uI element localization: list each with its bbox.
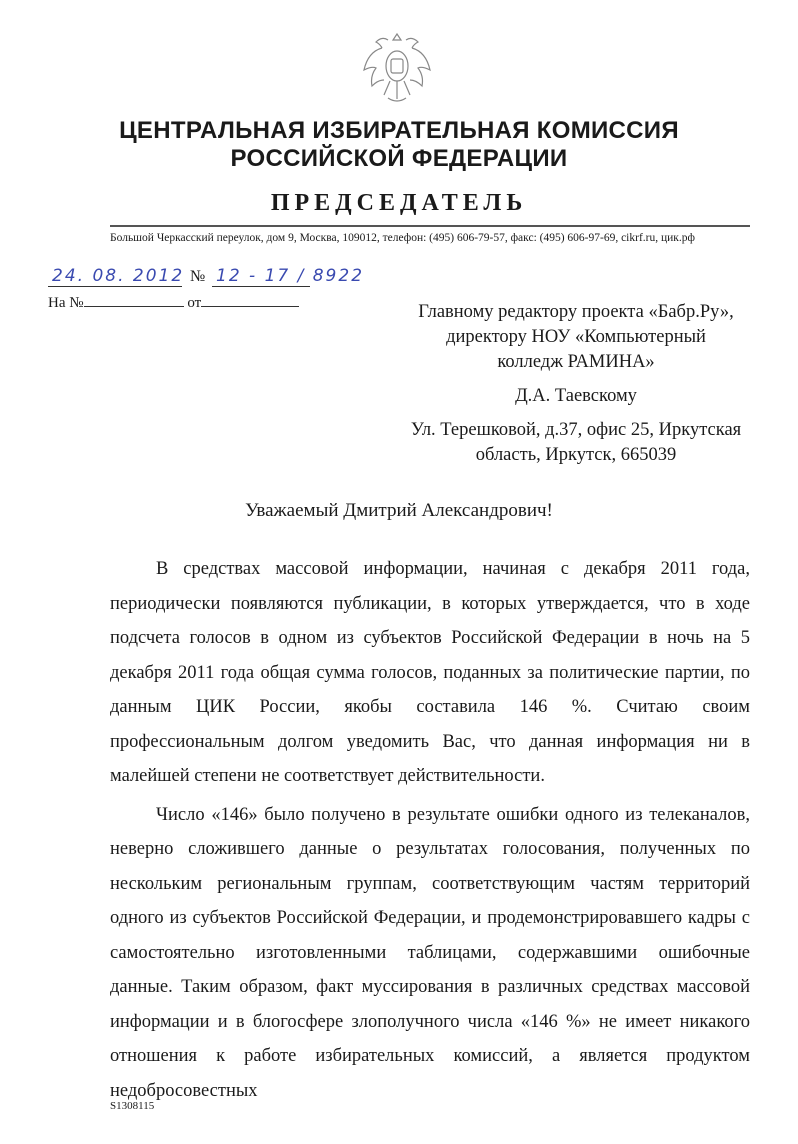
organization-name-line2: РОССИЙСКОЙ ФЕДЕРАЦИИ	[230, 145, 568, 172]
paragraph: Число «146» было получено в результате ошибки одного из телеканалов, неверно сложившего данные о результатах голосования, полученных по нескольким региональным группам, соответствующим частям территорий одного из субъектов Российской Федерации, и продемонстрировавшего кадры с самостоятельно изготовленными таблицами, содержавшими ошибочные данные. Таким образом, факт муссирования в различных средствах массовой информации и в блогосфере злополучного числа «146 %» не имеет никакого отношения к работе избирательных комиссий, а является продуктом недобросовестных	[110, 804, 750, 1101]
reference-row	[48, 294, 299, 312]
number-underline	[212, 286, 310, 287]
recipient-address-line: область, Иркутск, 665039	[475, 445, 677, 465]
from-blank	[201, 294, 299, 307]
paragraph: В средствах массовой информации, начиная с декабря 2011 года, периодически появляются публикации, в которых утверждается, что в ходе подсчета голосов в одном из субъектов Российской Федерации в ночь на 5 декабря 2011 года общая сумма голосов, поданных за политические партии, по данным ЦИК России, якобы составила 146 %. Считаю своим профессиональным долгом уведомить Вас, что данная информация ни в малейшей степени не соответствует действительности.	[110, 559, 750, 786]
recipient-address-line: Ул. Терешковой, д.37, офис 25, Иркутская	[410, 420, 742, 440]
reference-label: На №	[48, 295, 84, 311]
reference-blank	[84, 294, 184, 307]
registration-number: 12 - 17 / 8922	[216, 266, 365, 286]
position-title: ПРЕДСЕДАТЕЛЬ	[270, 190, 528, 216]
double-headed-eagle-icon	[358, 26, 436, 106]
date-underline	[48, 286, 182, 287]
recipient-line: Главному редактору проекта «Бабр.Ру»,	[418, 302, 734, 322]
letter-body	[110, 552, 750, 1108]
salutation: Уважаемый Дмитрий Александрович!	[245, 500, 553, 521]
organization-address: Большой Черкасский переулок, дом 9, Москва, 109012, телефон: (495) 606-79-57, факс: (495) 606-97-69, cikrf.ru, цик.рф	[110, 232, 695, 244]
recipient-line: колледж РАМИНА»	[497, 352, 655, 372]
organization-name-line1: ЦЕНТРАЛЬНАЯ ИЗБИРАТЕЛЬНАЯ КОМИССИЯ	[119, 117, 679, 144]
recipient-name: Д.А. Таевскому	[515, 386, 637, 406]
from-label: от	[187, 295, 202, 311]
registration-number-label: №	[190, 268, 206, 285]
header-divider	[110, 225, 750, 227]
recipient-block	[396, 300, 756, 468]
registration-date: 24. 08. 2012	[52, 266, 185, 286]
recipient-line: директору НОУ «Компьютерный	[446, 327, 706, 347]
document-code: S1308115	[110, 1100, 155, 1112]
